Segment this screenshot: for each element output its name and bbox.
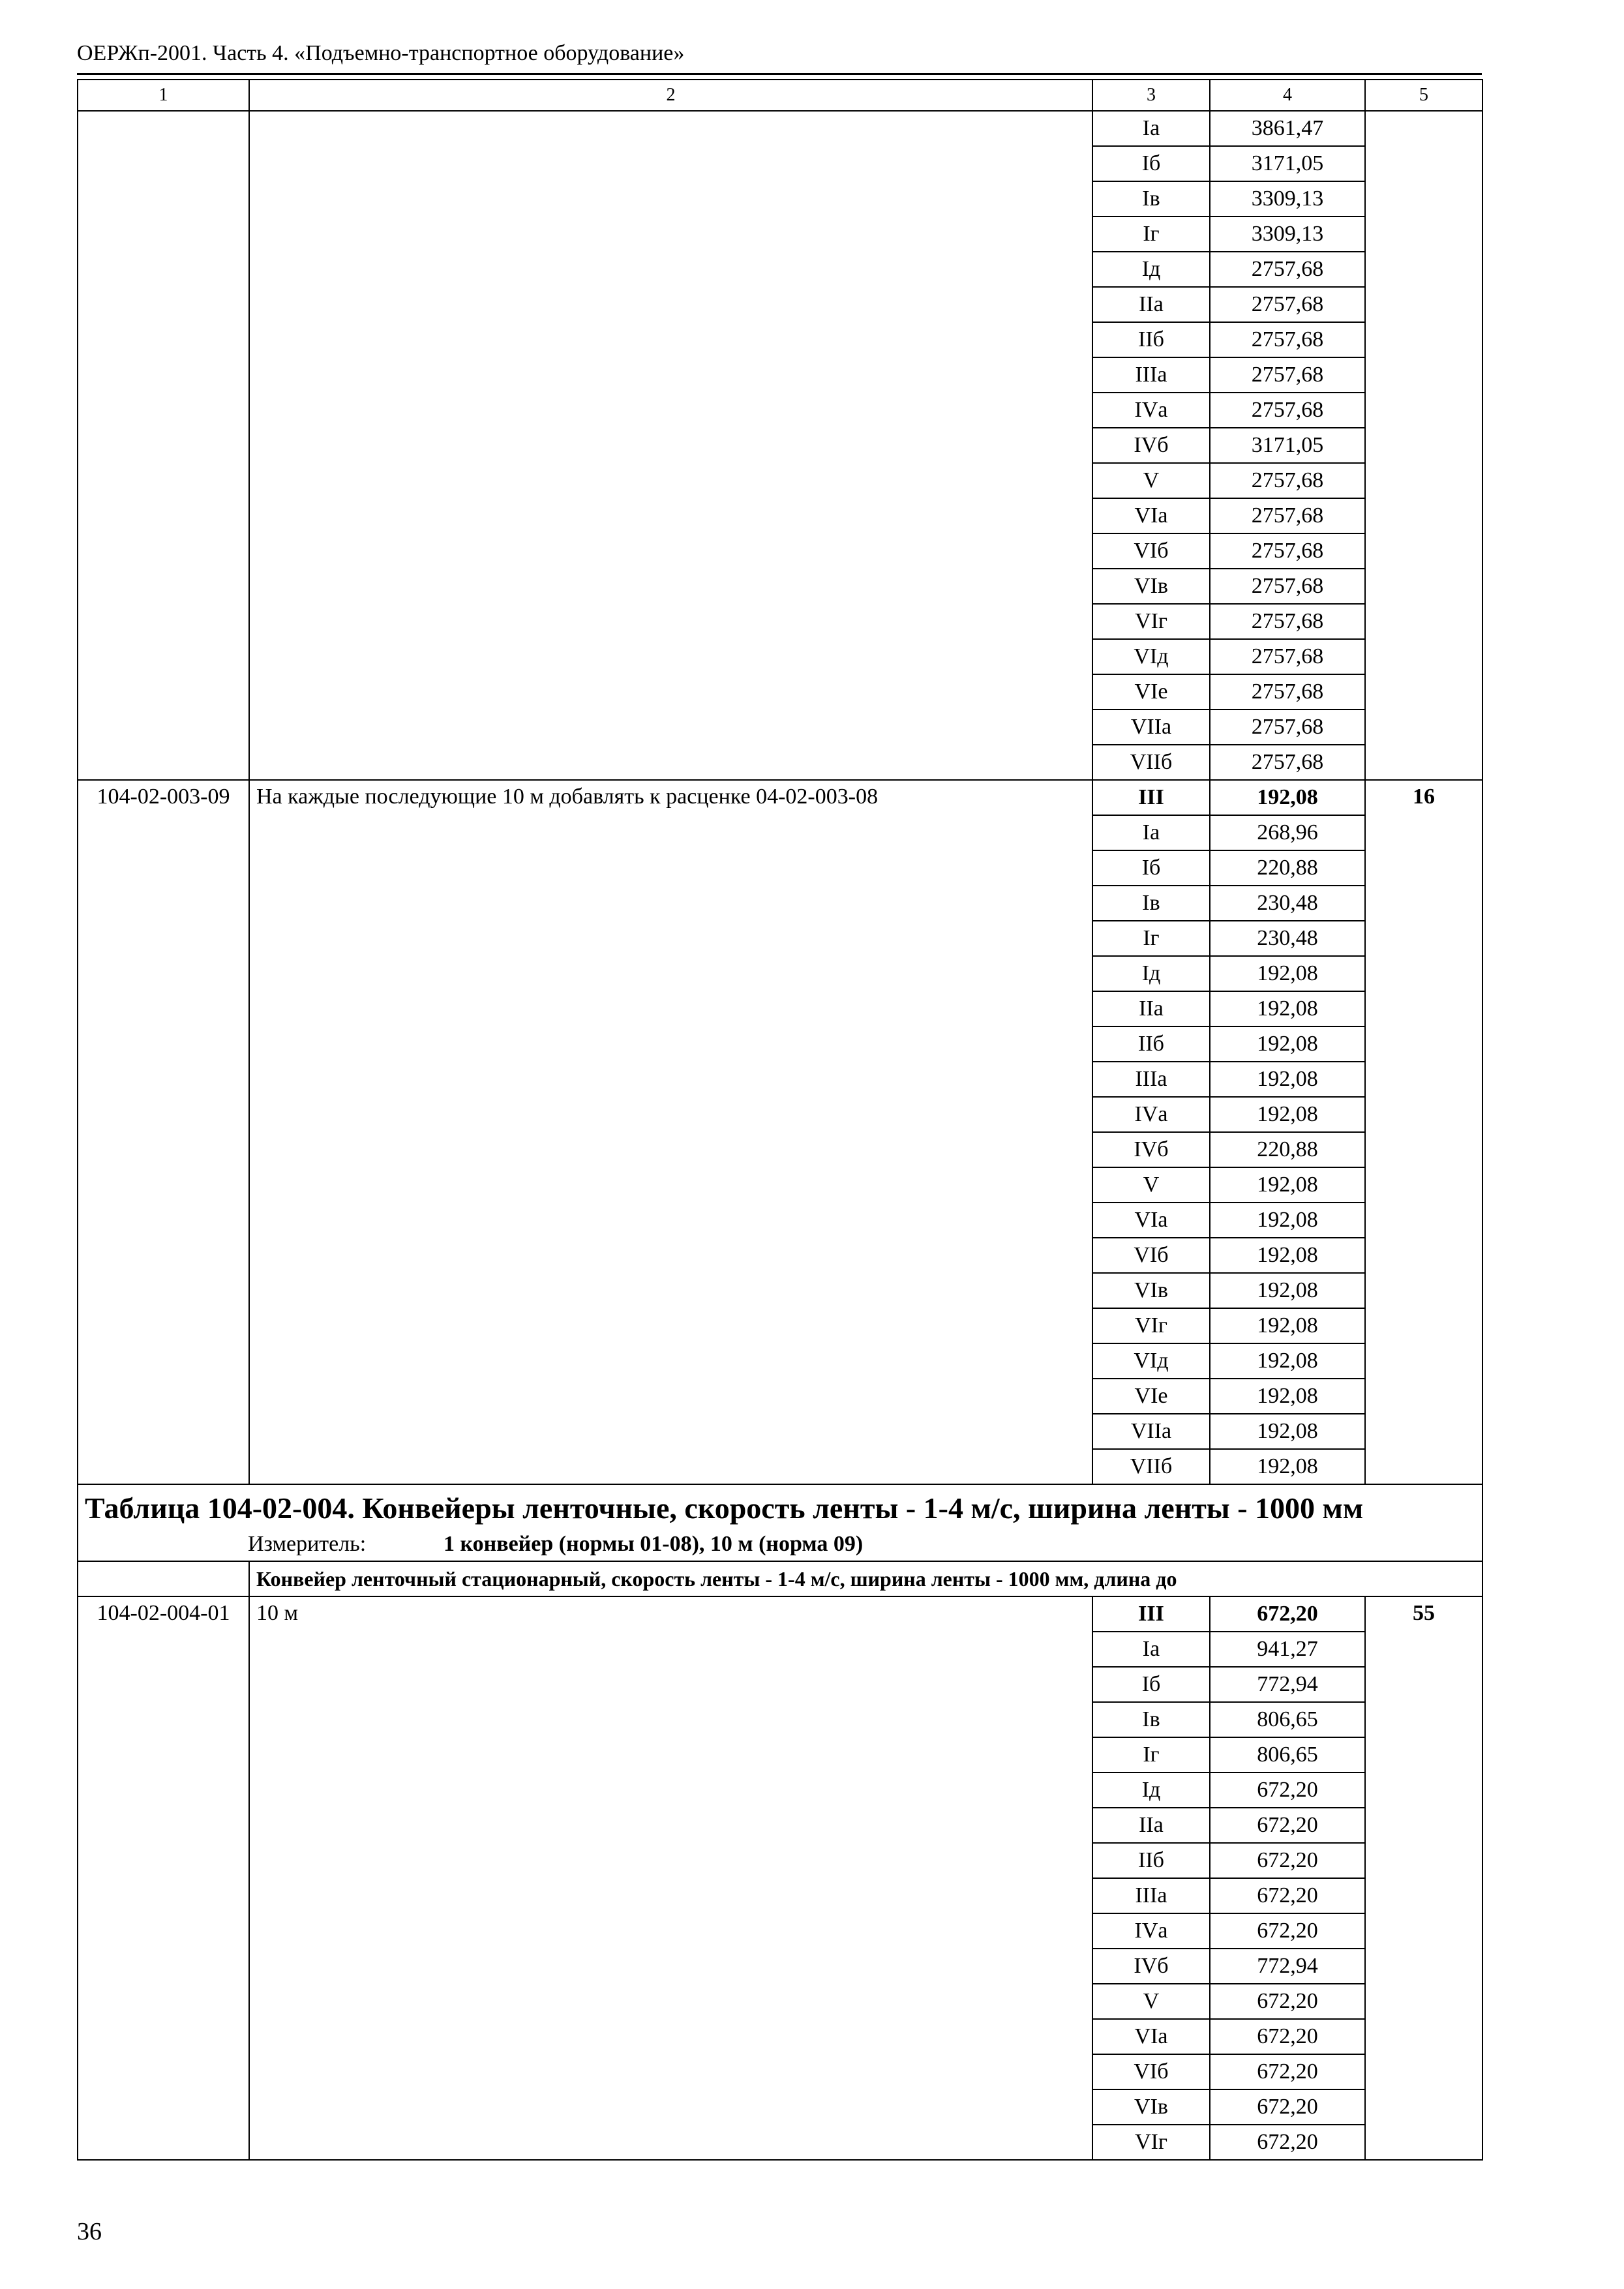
subheading-spacer [78,1561,249,1596]
zone-value: 192,08 [1210,1238,1365,1273]
zone-value: 2757,68 [1210,498,1365,533]
zone-code: IIб [1092,322,1210,357]
column-number-row [78,80,1482,111]
zone-code: VIа [1092,1203,1210,1238]
zone-code: IIб [1092,1026,1210,1062]
zone-code: Iг [1092,1737,1210,1773]
zone-value: 672,20 [1210,1984,1365,2019]
zone-value: 3309,13 [1210,217,1365,252]
entry-code: 104-02-003-09 [78,780,249,1484]
zone-value: 192,08 [1210,1449,1365,1484]
subheading-row [78,1561,1482,1596]
zone-value: 672,20 [1210,1913,1365,1949]
zone-code: VIд [1092,1343,1210,1379]
zone-value: 192,08 [1210,1026,1365,1062]
zone-value: 192,08 [1210,780,1365,815]
zone-code: VIд [1092,639,1210,674]
zone-code: IIIа [1092,1062,1210,1097]
zone-code: VIг [1092,2125,1210,2160]
zone-code: IIа [1092,991,1210,1026]
zone-code: VIе [1092,674,1210,710]
zone-value: 806,65 [1210,1737,1365,1773]
column-number: 3 [1092,80,1210,111]
zone-value: 192,08 [1210,956,1365,991]
rate-row [78,111,1482,146]
zone-code: VIIб [1092,745,1210,780]
zone-code: VIв [1092,2089,1210,2125]
column-number: 4 [1210,80,1365,111]
zone-code: VIIа [1092,710,1210,745]
zone-code: VIа [1092,2019,1210,2054]
zone-value: 806,65 [1210,1702,1365,1737]
zone-code: V [1092,1167,1210,1203]
page-number: 36 [77,2218,102,2245]
zone-code: Iв [1092,1702,1210,1737]
zone-value: 672,20 [1210,2054,1365,2089]
zone-code: Iа [1092,815,1210,850]
meter-line [85,1528,1475,1561]
zone-value: 2757,68 [1210,639,1365,674]
zone-code: IVб [1092,1949,1210,1984]
zone-code: VIа [1092,498,1210,533]
labor-value: 16 [1365,780,1482,1484]
zone-code: VIг [1092,604,1210,639]
zone-value: 192,08 [1210,1203,1365,1238]
zone-code: IIб [1092,1843,1210,1878]
zone-code: Iб [1092,1667,1210,1702]
zone-code: V [1092,463,1210,498]
table-title-row [78,1484,1482,1561]
column-number: 1 [78,80,249,111]
zone-value: 2757,68 [1210,745,1365,780]
zone-code: Iв [1092,886,1210,921]
zone-value: 2757,68 [1210,569,1365,604]
rates-table [77,79,1483,2161]
zone-code: IIIа [1092,1878,1210,1913]
zone-code: Iг [1092,217,1210,252]
zone-code: IVб [1092,428,1210,463]
zone-value: 192,08 [1210,1343,1365,1379]
zone-code: Iб [1092,146,1210,181]
entry-description: На каждые последующие 10 м добавлять к расценке 04-02-003-08 [249,780,1092,1484]
zone-value: 192,08 [1210,1097,1365,1132]
zone-code: Iг [1092,921,1210,956]
zone-code: VIе [1092,1379,1210,1414]
zone-value: 672,20 [1210,2019,1365,2054]
zone-value: 2757,68 [1210,533,1365,569]
zone-code: VIб [1092,1238,1210,1273]
zone-value: 2757,68 [1210,252,1365,287]
zone-code: VIв [1092,1273,1210,1308]
zone-code: IVб [1092,1132,1210,1167]
zone-value: 2757,68 [1210,710,1365,745]
rate-row-base [78,1596,1482,1632]
zone-code: IIа [1092,1808,1210,1843]
zone-code: III [1092,1596,1210,1632]
zone-value: 2757,68 [1210,463,1365,498]
zone-value: 672,20 [1210,1843,1365,1878]
zone-value: 2757,68 [1210,287,1365,322]
zone-value: 268,96 [1210,815,1365,850]
zone-code: III [1092,780,1210,815]
zone-value: 3171,05 [1210,428,1365,463]
zone-value: 672,20 [1210,1773,1365,1808]
zone-value: 230,48 [1210,921,1365,956]
zone-code: VIв [1092,569,1210,604]
entry-description: 10 м [249,1596,1092,2160]
zone-value: 672,20 [1210,1878,1365,1913]
table-title: Таблица 104-02-004. Конвейеры ленточные, скорость ленты - 1-4 м/с, ширина ленты - 1000 мм [85,1491,1364,1525]
zone-value: 2757,68 [1210,393,1365,428]
zone-code: Iд [1092,1773,1210,1808]
zone-value: 941,27 [1210,1632,1365,1667]
zone-value: 772,94 [1210,1667,1365,1702]
zone-code: VIб [1092,2054,1210,2089]
zone-code: VIб [1092,533,1210,569]
zone-code: IVа [1092,1097,1210,1132]
zone-value: 672,20 [1210,1808,1365,1843]
zone-code: IVа [1092,1913,1210,1949]
subheading: Конвейер ленточный стационарный, скорость ленты - 1-4 м/с, ширина ленты - 1000 мм, длина до [249,1561,1482,1596]
zone-value: 2757,68 [1210,674,1365,710]
zone-value: 2757,68 [1210,357,1365,393]
zone-value: 772,94 [1210,1949,1365,1984]
zone-value: 672,20 [1210,1596,1365,1632]
zone-value: 192,08 [1210,991,1365,1026]
zone-code: V [1092,1984,1210,2019]
zone-value: 2757,68 [1210,322,1365,357]
zone-code: Iа [1092,1632,1210,1667]
labor-value-empty [1365,111,1482,780]
zone-value: 192,08 [1210,1414,1365,1449]
zone-value: 3861,47 [1210,111,1365,146]
meter-label: Измеритель: [248,1532,367,1556]
meter-value: 1 конвейер (нормы 01-08), 10 м (норма 09) [444,1532,864,1556]
zone-code: Iд [1092,252,1210,287]
zone-value: 3171,05 [1210,146,1365,181]
running-header: ОЕРЖп-2001. Часть 4. «Подъемно-транспортное оборудование» [77,41,685,65]
zone-value: 192,08 [1210,1062,1365,1097]
zone-code: Iв [1092,181,1210,217]
zone-code: IIа [1092,287,1210,322]
zone-code: IIIа [1092,357,1210,393]
zone-code: Iа [1092,111,1210,146]
zone-value: 220,88 [1210,1132,1365,1167]
zone-code: Iд [1092,956,1210,991]
zone-value: 672,20 [1210,2089,1365,2125]
zone-value: 192,08 [1210,1379,1365,1414]
header-rule [77,73,1482,75]
zone-value: 192,08 [1210,1273,1365,1308]
zone-value: 192,08 [1210,1308,1365,1343]
column-number: 5 [1365,80,1482,111]
zone-value: 192,08 [1210,1167,1365,1203]
zone-code: VIIб [1092,1449,1210,1484]
labor-value: 55 [1365,1596,1482,2160]
zone-code: VIг [1092,1308,1210,1343]
zone-value: 672,20 [1210,2125,1365,2160]
zone-value: 2757,68 [1210,604,1365,639]
entry-code-empty [78,111,249,780]
zone-value: 230,48 [1210,886,1365,921]
zone-code: Iб [1092,850,1210,886]
zone-value: 220,88 [1210,850,1365,886]
table-title-cell [78,1484,1482,1561]
rate-row-base [78,780,1482,815]
column-number: 2 [249,80,1092,111]
zone-value: 3309,13 [1210,181,1365,217]
zone-code: VIIа [1092,1414,1210,1449]
zone-code: IVа [1092,393,1210,428]
entry-code: 104-02-004-01 [78,1596,249,2160]
entry-description-empty [249,111,1092,780]
